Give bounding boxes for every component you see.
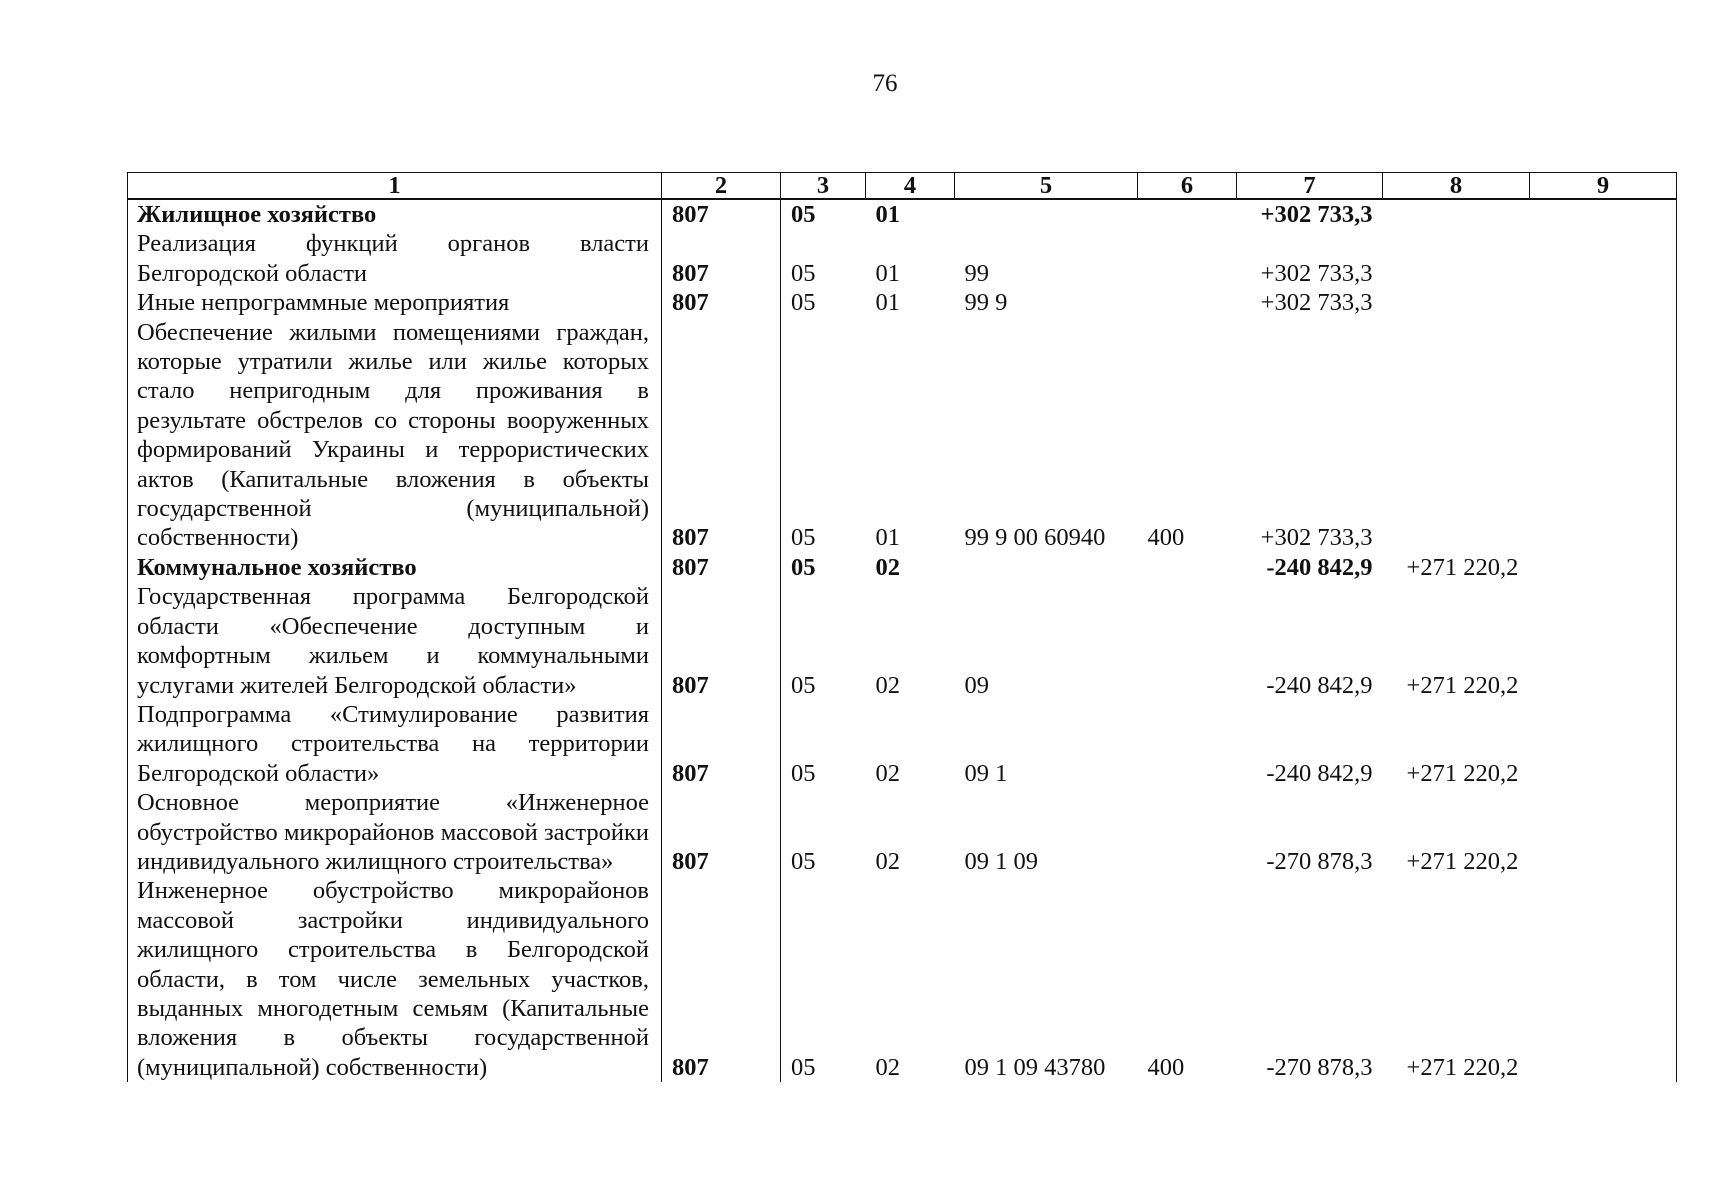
row-code-5: 99 9 00 60940 [964,524,1106,552]
row-name: Реализация функций органов власти Белгородской области [128,229,662,288]
row-name: Подпрограмма «Стимулирование развития жилищного строительства на территории Белгородской области» [128,700,662,788]
header-col-2: 2 [662,173,781,200]
header-col-7: 7 [1237,173,1383,200]
table-row [128,229,1677,288]
row-code-5: 99 [964,259,989,287]
row-amount-8: +271 220,2 [1406,671,1519,699]
row-amount-9 [1530,318,1677,553]
table-row [128,199,1677,229]
row-code-6: 400 [1147,524,1185,552]
table-row [128,582,1677,700]
row-amount-8: +271 220,2 [1406,847,1519,875]
table-row [128,788,1677,876]
row-code-5 [955,553,1138,582]
row-amount-8 [1383,318,1530,553]
table-body [128,199,1677,1082]
row-code-4: 01 [875,201,900,228]
row-code-4: 01 [875,259,900,287]
header-col-5: 5 [955,173,1138,200]
row-code-6 [1138,788,1237,876]
row-code-4: 02 [875,847,900,875]
row-amount-9 [1530,553,1677,582]
row-code-4: 02 [875,759,900,787]
row-code-3: 05 [781,229,866,288]
row-code-2: 807 [662,553,781,582]
row-amount-7: -270 878,3 [1266,1053,1373,1081]
row-code-6 [1138,553,1237,582]
row-amount-8: +271 220,2 [1406,553,1519,581]
row-code-2: 807 [662,788,781,876]
row-code-3: 05 [781,318,866,553]
row-code-6 [1138,582,1237,700]
row-amount-9 [1530,876,1677,1082]
row-amount-7: -240 842,9 [1266,671,1373,699]
row-code-5: 09 1 09 43780 [964,1053,1106,1081]
row-code-3: 05 [781,199,866,229]
row-amount-7: -240 842,9 [1266,759,1373,787]
row-code-4: 02 [875,1053,900,1081]
row-code-2: 807 [662,199,781,229]
row-name: Инженерное обустройство микрорайонов массовой застройки индивидуального жилищного строительства в Белгородской области, в том числе земельных участков, выданных многодетным семьям (Капитальные вложения в объекты государственной (муниципальной) собственности) [128,876,662,1082]
row-amount-7: +302 733,3 [1260,289,1373,317]
row-name: Обеспечение жилыми помещениями граждан, которые утратили жилье или жилье которых стало непригодным для проживания в результате обстрелов со стороны вооруженных формирований Украины и террористических актов (Капитальные вложения в объекты государственной (муниципальной) собственности) [128,318,662,553]
row-code-3: 05 [781,876,866,1082]
row-amount-9 [1530,788,1677,876]
row-code-3: 05 [781,788,866,876]
row-amount-8: +271 220,2 [1406,759,1519,787]
row-amount-9 [1530,199,1677,229]
row-code-2: 807 [662,229,781,288]
row-code-5 [955,199,1138,229]
row-code-5: 99 9 [964,289,1008,317]
row-name: Коммунальное хозяйство [128,553,662,582]
row-amount-7: +302 733,3 [1260,259,1373,287]
row-code-5: 09 1 09 [964,847,1038,875]
row-amount-8 [1383,229,1530,288]
row-amount-7: -240 842,9 [1266,553,1373,581]
row-amount-8 [1383,199,1530,229]
row-code-4: 02 [875,671,900,699]
row-code-6 [1138,288,1237,317]
row-amount-8 [1383,288,1530,317]
row-amount-9 [1530,700,1677,788]
row-amount-8: +271 220,2 [1406,1053,1519,1081]
table-row [128,700,1677,788]
row-code-5: 09 1 [964,759,1008,787]
header-row [128,173,1677,200]
row-code-2: 807 [662,318,781,553]
row-name: Государственная программа Белгородской области «Обеспечение доступным и комфортным жильем и коммунальными услугами жителей Белгородской области» [128,582,662,700]
row-code-2: 807 [662,582,781,700]
row-code-3: 05 [781,553,866,582]
row-name: Жилищное хозяйство [128,199,662,229]
table-header [128,173,1677,200]
table-row [128,318,1677,553]
row-code-3: 05 [781,582,866,700]
row-amount-9 [1530,582,1677,700]
header-col-6: 6 [1138,173,1237,200]
row-code-2: 807 [662,700,781,788]
row-code-3: 05 [781,700,866,788]
row-code-2: 807 [662,288,781,317]
header-col-1: 1 [128,173,662,200]
row-name: Иные непрограммные мероприятия [128,288,662,317]
row-amount-7: +302 733,3 [1260,524,1373,552]
table-row [128,553,1677,582]
row-amount-9 [1530,288,1677,317]
row-name: Основное мероприятие «Инженерное обустройство микрорайонов массовой застройки индивидуального жилищного строительства» [128,788,662,876]
row-code-4: 01 [875,524,900,552]
row-amount-7: -270 878,3 [1266,847,1373,875]
row-code-6 [1138,700,1237,788]
row-code-2: 807 [662,876,781,1082]
table-row [128,288,1677,317]
row-code-6: 400 [1147,1053,1185,1081]
row-code-4: 02 [875,553,900,581]
header-col-4: 4 [866,173,955,200]
row-code-5: 09 [964,671,989,699]
row-code-3: 05 [781,288,866,317]
header-col-8: 8 [1383,173,1530,200]
header-col-9: 9 [1530,173,1677,200]
row-amount-9 [1530,229,1677,288]
budget-table-wrapper [127,172,1676,1082]
row-code-6 [1138,229,1237,288]
page-number: 76 [872,70,898,97]
budget-table [127,172,1677,1082]
header-col-3: 3 [781,173,866,200]
row-code-4: 01 [875,289,900,317]
row-amount-7: +302 733,3 [1260,201,1373,228]
row-code-6 [1138,199,1237,229]
table-row [128,876,1677,1082]
